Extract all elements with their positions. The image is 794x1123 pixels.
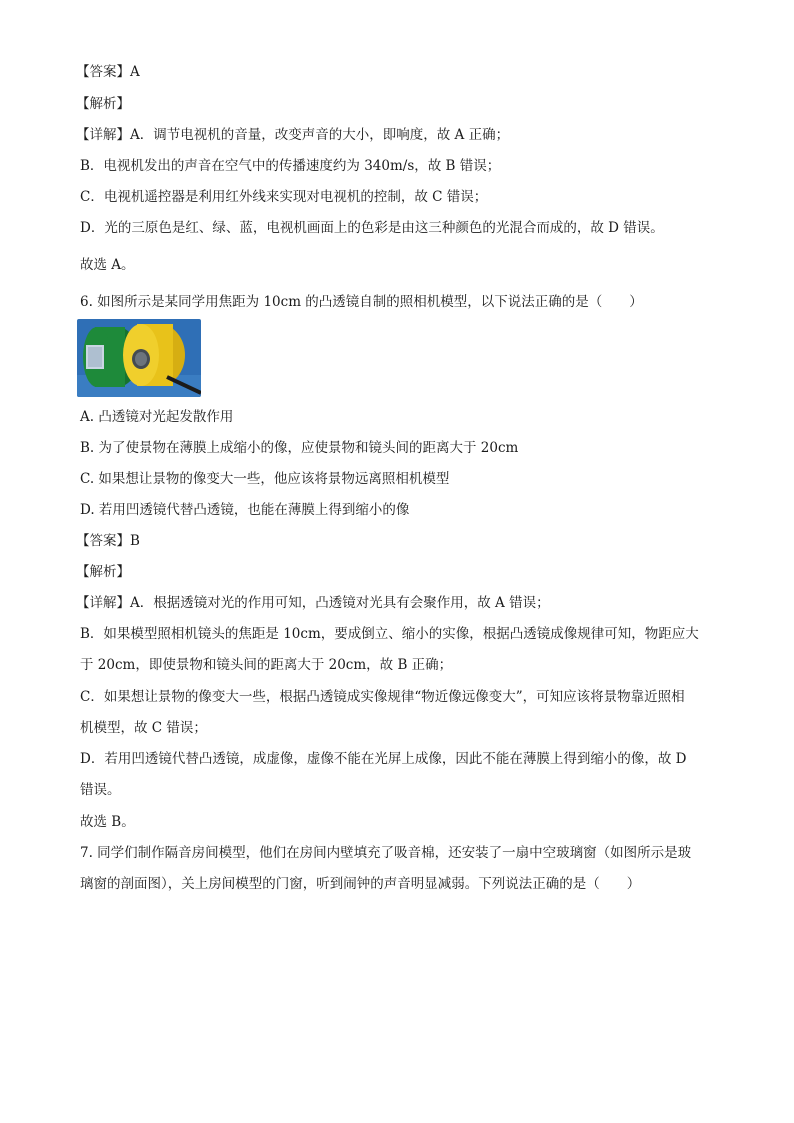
q6-detail-c-line2: 机模型，故 C 错误； bbox=[80, 720, 207, 736]
q5-detail-b: B．电视机发出的声音在空气中的传播速度约为 340m/s，故 B 错误； bbox=[80, 158, 501, 174]
camera-model-photo bbox=[77, 319, 201, 397]
q6-detail-d-line2: 错误。 bbox=[80, 782, 121, 798]
q6-stem: 6. 如图所示是某同学用焦距为 10cm 的凸透镜自制的照相机模型，以下说法正确的是（ ） bbox=[80, 294, 643, 310]
q5-choice: 故选 A。 bbox=[80, 257, 135, 273]
q6-option-a: A. 凸透镜对光起发散作用 bbox=[80, 409, 234, 425]
q6-detail-d-line1: D．若用凹透镜代替凸透镜，成虚像，虚像不能在光屏上成像，因此不能在薄膜上得到缩小的像，故 D bbox=[80, 751, 687, 767]
q6-option-d: D. 若用凹透镜代替凸透镜，也能在薄膜上得到缩小的像 bbox=[80, 502, 410, 518]
q6-choice: 故选 B。 bbox=[80, 814, 135, 830]
q5-detail-a: 【详解】A．调节电视机的音量，改变声音的大小，即响度，故 A 正确； bbox=[76, 127, 510, 143]
q6-analysis-heading: 【解析】 bbox=[76, 564, 130, 580]
q5-answer: 【答案】A bbox=[76, 64, 140, 80]
q6-detail-b-line1: B．如果模型照相机镜头的焦距是 10cm，要成倒立、缩小的实像，根据凸透镜成像规律可知，物距应大 bbox=[80, 626, 699, 642]
q5-analysis-heading: 【解析】 bbox=[76, 96, 130, 112]
q7-stem-line2: 璃窗的剖面图），关上房间模型的门窗，听到闹钟的声音明显减弱。下列说法正确的是（ ） bbox=[80, 876, 641, 892]
q5-detail-d: D．光的三原色是红、绿、蓝，电视机画面上的色彩是由这三种颜色的光混合而成的，故 D 错误。 bbox=[80, 220, 664, 236]
q6-detail-b-line2: 于 20cm，即使景物和镜头间的距离大于 20cm，故 B 正确； bbox=[80, 657, 453, 673]
q7-stem-line1: 7. 同学们制作隔音房间模型，他们在房间内壁填充了吸音棉，还安装了一扇中空玻璃窗（如图所示是玻 bbox=[80, 845, 692, 861]
q6-detail-a: 【详解】A．根据透镜对光的作用可知，凸透镜对光具有会聚作用，故 A 错误； bbox=[76, 595, 550, 611]
q5-detail-c: C．电视机遥控器是利用红外线来实现对电视机的控制，故 C 错误； bbox=[80, 189, 488, 205]
q6-detail-c-line1: C．如果想让景物的像变大一些，根据凸透镜成实像规律“物近像远像变大”，可知应该将景物靠近照相 bbox=[80, 689, 685, 705]
q6-answer: 【答案】B bbox=[76, 533, 140, 549]
q6-option-b: B. 为了使景物在薄膜上成缩小的像，应使景物和镜头间的距离大于 20cm bbox=[80, 440, 519, 456]
q6-option-c: C. 如果想让景物的像变大一些，他应该将景物远离照相机模型 bbox=[80, 471, 450, 487]
